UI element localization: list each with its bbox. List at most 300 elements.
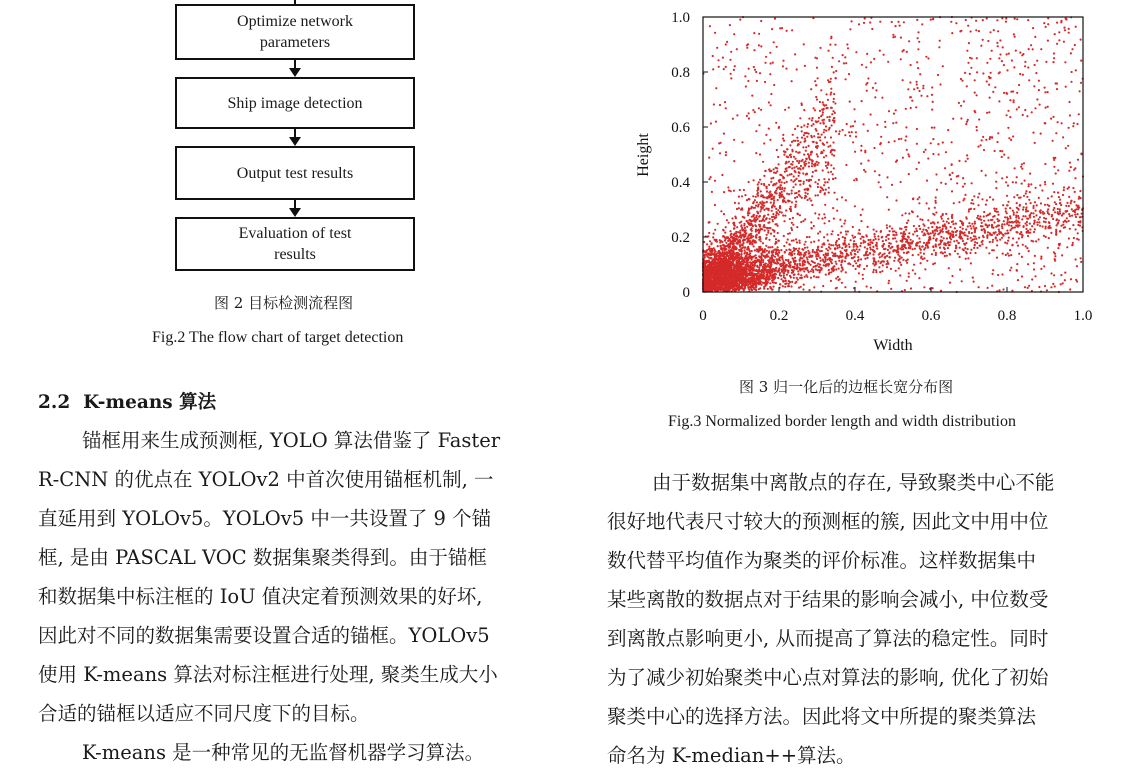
scatter-point xyxy=(854,260,856,262)
scatter-point xyxy=(1009,207,1011,209)
scatter-point xyxy=(1035,210,1037,212)
scatter-point xyxy=(804,252,806,254)
scatter-point xyxy=(785,249,787,251)
scatter-point xyxy=(943,237,945,239)
scatter-point xyxy=(781,187,783,189)
scatter-point xyxy=(982,39,984,41)
scatter-point xyxy=(755,235,757,237)
scatter-point xyxy=(927,227,929,229)
scatter-point xyxy=(865,66,867,68)
scatter-point xyxy=(777,209,779,211)
scatter-point xyxy=(985,223,987,225)
scatter-point xyxy=(994,215,996,217)
scatter-point xyxy=(922,87,924,89)
scatter-point xyxy=(916,168,918,170)
scatter-point xyxy=(901,248,903,250)
scatter-point xyxy=(797,273,799,275)
scatter-point xyxy=(708,273,710,275)
scatter-point xyxy=(939,247,941,249)
scatter-point xyxy=(786,241,788,243)
scatter-point xyxy=(758,44,760,46)
scatter-point xyxy=(987,231,989,233)
scatter-point xyxy=(1018,253,1020,255)
scatter-point xyxy=(1044,285,1046,287)
scatter-point xyxy=(803,124,805,126)
scatter-point xyxy=(825,130,827,132)
scatter-point xyxy=(1068,205,1070,207)
scatter-point xyxy=(891,228,893,230)
scatter-point xyxy=(983,220,985,222)
scatter-point xyxy=(803,134,805,136)
scatter-point xyxy=(1075,204,1077,206)
scatter-point xyxy=(932,237,934,239)
scatter-point xyxy=(965,123,967,125)
scatter-point xyxy=(1029,215,1031,217)
scatter-point xyxy=(771,251,773,253)
scatter-point xyxy=(816,161,818,163)
scatter-point xyxy=(811,159,813,161)
scatter-point xyxy=(813,107,815,109)
scatter-point xyxy=(830,151,832,153)
scatter-point xyxy=(937,221,939,223)
scatter-point xyxy=(721,286,723,288)
scatter-point xyxy=(779,188,781,190)
scatter-point xyxy=(1035,240,1037,242)
scatter-point xyxy=(876,124,878,126)
scatter-point xyxy=(1007,110,1009,112)
scatter-point xyxy=(713,270,715,272)
scatter-point xyxy=(734,233,736,235)
scatter-point xyxy=(757,282,759,284)
scatter-point xyxy=(814,109,816,111)
scatter-point xyxy=(754,207,756,209)
scatter-point xyxy=(745,274,747,276)
scatter-point xyxy=(729,279,731,281)
scatter-point xyxy=(812,249,814,251)
scatter-point xyxy=(808,236,810,238)
scatter-point xyxy=(992,239,994,241)
scatter-point xyxy=(1010,254,1012,256)
scatter-point xyxy=(748,274,750,276)
scatter-point xyxy=(1003,92,1005,94)
scatter-point xyxy=(905,241,907,243)
scatter-point xyxy=(1053,274,1055,276)
scatter-point xyxy=(817,263,819,265)
scatter-point xyxy=(1006,216,1008,218)
scatter-point xyxy=(831,233,833,235)
scatter-point xyxy=(731,217,733,219)
scatter-point xyxy=(1027,235,1029,237)
scatter-point xyxy=(974,244,976,246)
scatter-point xyxy=(824,256,826,258)
scatter-point xyxy=(1016,211,1018,213)
scatter-point xyxy=(921,246,923,248)
scatter-point xyxy=(955,223,957,225)
scatter-point xyxy=(903,252,905,254)
scatter-point xyxy=(1064,272,1066,274)
scatter-point xyxy=(985,247,987,249)
scatter-point xyxy=(962,186,964,188)
scatter-point xyxy=(748,277,750,279)
scatter-point xyxy=(771,257,773,259)
scatter-point xyxy=(786,148,788,150)
scatter-point xyxy=(844,260,846,262)
scatter-point xyxy=(810,88,812,90)
scatter-point xyxy=(872,271,874,273)
scatter-point xyxy=(860,238,862,240)
scatter-point xyxy=(970,262,972,264)
scatter-point xyxy=(798,175,800,177)
scatter-point xyxy=(1006,53,1008,55)
scatter-point xyxy=(877,260,879,262)
scatter-point xyxy=(878,266,880,268)
scatter-point xyxy=(902,79,904,81)
scatter-point xyxy=(807,123,809,125)
scatter-point xyxy=(760,252,762,254)
scatter-point xyxy=(755,71,757,73)
scatter-point xyxy=(817,155,819,157)
scatter-point xyxy=(830,88,832,90)
scatter-point xyxy=(750,289,752,291)
scatter-point xyxy=(831,149,833,151)
scatter-point xyxy=(816,153,818,155)
scatter-point xyxy=(866,235,868,237)
scatter-point xyxy=(869,239,871,241)
scatter-point xyxy=(1018,222,1020,224)
scatter-point xyxy=(791,167,793,169)
scatter-point xyxy=(963,249,965,251)
scatter-point xyxy=(1003,220,1005,222)
scatter-point xyxy=(1047,227,1049,229)
scatter-point xyxy=(822,169,824,171)
scatter-point xyxy=(950,238,952,240)
scatter-point xyxy=(893,260,895,262)
scatter-point xyxy=(864,171,866,173)
scatter-point xyxy=(1025,245,1027,247)
scatter-point xyxy=(799,141,801,143)
scatter-point xyxy=(998,57,1000,59)
scatter-point xyxy=(721,280,723,282)
scatter-point xyxy=(1060,274,1062,276)
scatter-point xyxy=(828,187,830,189)
scatter-point xyxy=(943,242,945,244)
scatter-point xyxy=(906,280,908,282)
scatter-point xyxy=(1020,231,1022,233)
scatter-point xyxy=(936,238,938,240)
scatter-point xyxy=(948,267,950,269)
scatter-point xyxy=(946,237,948,239)
scatter-point xyxy=(777,186,779,188)
scatter-point xyxy=(1080,197,1082,199)
scatter-point xyxy=(904,244,906,246)
scatter-point xyxy=(970,237,972,239)
scatter-point xyxy=(749,261,751,263)
scatter-point xyxy=(996,141,998,143)
scatter-point xyxy=(1026,221,1028,223)
scatter-point xyxy=(807,269,809,271)
scatter-point xyxy=(756,201,758,203)
scatter-point xyxy=(739,276,741,278)
scatter-point xyxy=(842,269,844,271)
scatter-point xyxy=(804,138,806,140)
scatter-point xyxy=(848,243,850,245)
scatter-point xyxy=(873,229,875,231)
scatter-point xyxy=(1026,247,1028,249)
scatter-point xyxy=(738,207,740,209)
scatter-point xyxy=(1063,186,1065,188)
scatter-point xyxy=(972,225,974,227)
scatter-point xyxy=(965,234,967,236)
flow-step-optimize: Optimize network parameters xyxy=(175,4,415,60)
scatter-point xyxy=(770,93,772,95)
scatter-point xyxy=(767,288,769,290)
scatter-point xyxy=(757,205,759,207)
scatter-point xyxy=(772,204,774,206)
scatter-point xyxy=(852,265,854,267)
scatter-point xyxy=(757,249,759,251)
scatter-point xyxy=(723,253,725,255)
scatter-point xyxy=(986,199,988,201)
scatter-point xyxy=(1068,220,1070,222)
scatter-point xyxy=(706,243,708,245)
scatter-point xyxy=(718,275,720,277)
scatter-point xyxy=(1071,215,1073,217)
scatter-point xyxy=(901,244,903,246)
scatter-point xyxy=(873,269,875,271)
scatter-point xyxy=(799,117,801,119)
scatter-point xyxy=(764,215,766,217)
scatter-point xyxy=(774,183,776,185)
scatter-point xyxy=(794,197,796,199)
scatter-point xyxy=(792,181,794,183)
scatter-point xyxy=(1035,214,1037,216)
scatter-point xyxy=(767,263,769,265)
scatter-point xyxy=(860,214,862,216)
scatter-point xyxy=(803,181,805,183)
scatter-point xyxy=(738,253,740,255)
scatter-point xyxy=(906,149,908,151)
scatter-point xyxy=(889,230,891,232)
scatter-point xyxy=(714,286,716,288)
scatter-point xyxy=(810,200,812,202)
scatter-point xyxy=(769,282,771,284)
scatter-point xyxy=(801,137,803,139)
scatter-point xyxy=(790,179,792,181)
scatter-point xyxy=(717,287,719,289)
scatter-point xyxy=(788,262,790,264)
scatter-point xyxy=(1051,215,1053,217)
scatter-point xyxy=(992,227,994,229)
scatter-point xyxy=(833,167,835,169)
scatter-point xyxy=(887,61,889,63)
scatter-point xyxy=(751,230,753,232)
scatter-point xyxy=(774,273,776,275)
scatter-point xyxy=(875,230,877,232)
scatter-point xyxy=(895,270,897,272)
scatter-point xyxy=(1036,204,1038,206)
scatter-point xyxy=(945,226,947,228)
scatter-point xyxy=(784,286,786,288)
scatter-point xyxy=(778,127,780,129)
scatter-point xyxy=(1080,216,1082,218)
scatter-point xyxy=(832,101,834,103)
scatter-point xyxy=(1059,230,1061,232)
scatter-point xyxy=(744,194,746,196)
scatter-point xyxy=(849,263,851,265)
scatter-point xyxy=(781,191,783,193)
scatter-point xyxy=(722,265,724,267)
scatter-point xyxy=(817,133,819,135)
scatter-point xyxy=(756,229,758,231)
scatter-point xyxy=(772,213,774,215)
scatter-point xyxy=(897,254,899,256)
scatter-point xyxy=(1008,224,1010,226)
scatter-point xyxy=(923,225,925,227)
scatter-point xyxy=(1001,237,1003,239)
scatter-point xyxy=(729,238,731,240)
scatter-point xyxy=(1029,223,1031,225)
scatter-point xyxy=(710,243,712,245)
scatter-point xyxy=(1038,80,1040,82)
scatter-point xyxy=(1007,204,1009,206)
scatter-point xyxy=(968,210,970,212)
scatter-point xyxy=(830,244,832,246)
scatter-point xyxy=(1013,196,1015,198)
scatter-point xyxy=(709,269,711,271)
scatter-point xyxy=(787,271,789,273)
scatter-point xyxy=(708,280,710,282)
scatter-point xyxy=(746,261,748,263)
scatter-point xyxy=(823,184,825,186)
scatter-point xyxy=(883,261,885,263)
scatter-point xyxy=(897,248,899,250)
scatter-point xyxy=(811,163,813,165)
scatter-point xyxy=(1033,268,1035,270)
scatter-point xyxy=(730,249,732,251)
scatter-point xyxy=(751,227,753,229)
scatter-point xyxy=(723,133,725,135)
scatter-point xyxy=(710,257,712,259)
scatter-point xyxy=(751,274,753,276)
scatter-point xyxy=(908,236,910,238)
scatter-point xyxy=(1070,166,1072,168)
scatter-point xyxy=(875,238,877,240)
scatter-point xyxy=(888,110,890,112)
scatter-point xyxy=(920,252,922,254)
scatter-point xyxy=(858,272,860,274)
scatter-point xyxy=(826,116,828,118)
scatter-point xyxy=(796,263,798,265)
scatter-point xyxy=(912,248,914,250)
scatter-point xyxy=(871,28,873,30)
scatter-point xyxy=(749,265,751,267)
scatter-point xyxy=(825,189,827,191)
scatter-point xyxy=(777,246,779,248)
scatter-point xyxy=(902,259,904,261)
scatter-point xyxy=(1009,269,1011,271)
scatter-point xyxy=(777,249,779,251)
scatter-point xyxy=(823,156,825,158)
scatter-point xyxy=(1010,139,1012,141)
scatter-point xyxy=(811,165,813,167)
scatter-point xyxy=(788,161,790,163)
scatter-point xyxy=(808,145,810,147)
flow-arrow-icon xyxy=(289,208,301,217)
scatter-point xyxy=(714,204,716,206)
scatter-point xyxy=(988,252,990,254)
scatter-point xyxy=(828,128,830,130)
scatter-point xyxy=(932,213,934,215)
scatter-point xyxy=(750,284,752,286)
scatter-point xyxy=(825,155,827,157)
scatter-point xyxy=(914,231,916,233)
scatter-point xyxy=(873,257,875,259)
scatter-point xyxy=(830,136,832,138)
scatter-point xyxy=(709,240,711,242)
scatter-point xyxy=(1033,231,1035,233)
scatter-point xyxy=(725,269,727,271)
scatter-point xyxy=(1060,204,1062,206)
scatter-point xyxy=(819,257,821,259)
scatter-point xyxy=(769,139,771,141)
scatter-point xyxy=(714,255,716,257)
scatter-point xyxy=(839,246,841,248)
scatter-point xyxy=(795,178,797,180)
scatter-point xyxy=(786,269,788,271)
scatter-point xyxy=(1068,237,1070,239)
scatter-point xyxy=(981,170,983,172)
scatter-point xyxy=(1017,215,1019,217)
scatter-point xyxy=(1068,170,1070,172)
scatter-point xyxy=(931,86,933,88)
scatter-point xyxy=(888,256,890,258)
scatter-point xyxy=(743,236,745,238)
scatter-point xyxy=(986,215,988,217)
scatter-point xyxy=(789,264,791,266)
scatter-point xyxy=(747,253,749,255)
scatter-point xyxy=(1059,199,1061,201)
scatter-point xyxy=(992,91,994,93)
scatter-point xyxy=(794,192,796,194)
scatter-point xyxy=(836,245,838,247)
scatter-point xyxy=(1047,40,1049,42)
scatter-point xyxy=(1069,162,1071,164)
scatter-point xyxy=(961,80,963,82)
scatter-point xyxy=(772,220,774,222)
scatter-point xyxy=(799,151,801,153)
scatter-point xyxy=(884,126,886,128)
scatter-point xyxy=(766,201,768,203)
scatter-point xyxy=(775,238,777,240)
scatter-point xyxy=(758,204,760,206)
scatter-point xyxy=(1078,239,1080,241)
scatter-point xyxy=(1023,225,1025,227)
scatter-point xyxy=(974,79,976,81)
scatter-point xyxy=(805,158,807,160)
scatter-point xyxy=(942,220,944,222)
scatter-point xyxy=(872,239,874,241)
scatter-point xyxy=(985,139,987,141)
scatter-point xyxy=(957,242,959,244)
scatter-point xyxy=(845,257,847,259)
scatter-point xyxy=(820,260,822,262)
scatter-point xyxy=(817,183,819,185)
scatter-point xyxy=(905,229,907,231)
scatter-point xyxy=(866,250,868,252)
scatter-point xyxy=(922,229,924,231)
scatter-point xyxy=(917,198,919,200)
scatter-point xyxy=(919,228,921,230)
